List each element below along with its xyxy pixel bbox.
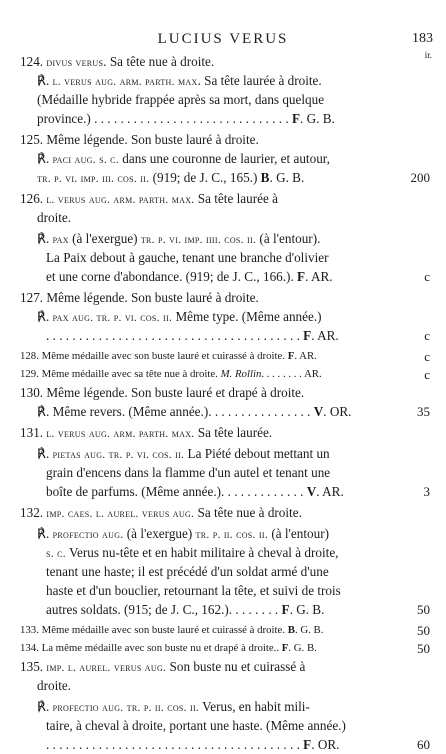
line-text: ℟. xyxy=(37,526,53,541)
line-text: F xyxy=(303,737,312,752)
line-text: F xyxy=(281,602,290,617)
line-text: La Paix debout à gauche, tenant une branche d'olivier xyxy=(46,250,329,265)
line-text: La Piété debout mettant un xyxy=(184,446,330,461)
line-text: (à l'entour). xyxy=(256,231,321,246)
line-text: taire, à cheval à droite, portant une haste. (Même année.) xyxy=(46,718,346,733)
line-text: province.) . . . . . . . . . . . . . . . . . . . . . . . . . . . . . . xyxy=(37,111,292,126)
line-text: 129. Même médaille avec sa tête nue à droite. xyxy=(20,368,221,380)
catalog-line xyxy=(20,365,322,384)
line-text: et une corne d'abondance. (919; de J. C., 166.). xyxy=(46,269,298,284)
rarity-value: c xyxy=(424,328,430,343)
page-number: 183 xyxy=(412,31,433,46)
line-text: tr. p. ii. cos. ii. xyxy=(195,529,269,541)
line-text: . G. B. xyxy=(294,624,324,636)
line-text: . G. B. xyxy=(269,170,305,185)
line-text: . OR. xyxy=(311,737,340,752)
line-text: B xyxy=(287,624,295,636)
line-text: ℟. xyxy=(37,151,53,166)
line-text: 131. xyxy=(20,425,47,440)
catalog-line xyxy=(37,90,324,109)
line-text: grain d'encens dans la flamme d'un autel et tenant une xyxy=(46,465,331,480)
catalog-line xyxy=(46,735,339,754)
catalog-line xyxy=(46,716,346,735)
line-text: Son buste nu et cuirassé à xyxy=(166,659,306,674)
catalog-line xyxy=(46,562,329,581)
catalog-line xyxy=(46,600,324,619)
catalog-line xyxy=(46,581,341,600)
line-text: ℟. xyxy=(37,446,53,461)
line-text: ℟. xyxy=(37,231,53,246)
line-text: droite. xyxy=(37,678,72,693)
catalog-line xyxy=(20,52,214,71)
line-text: . . . . . . . . . . . . . . . . . . . . . . . . . . . . . . . . . . . . . . . xyxy=(46,328,304,343)
rarity-value: c xyxy=(424,269,430,284)
catalog-line xyxy=(20,288,259,307)
catalog-line xyxy=(20,423,272,442)
line-text: pax xyxy=(52,234,69,246)
rarity-value: 200 xyxy=(410,170,430,185)
line-text: V xyxy=(313,404,324,419)
rarity-value: 50 xyxy=(417,602,430,617)
catalog-line xyxy=(20,347,317,366)
signature-mark: ir. xyxy=(424,50,432,60)
line-text: M. Rollin xyxy=(220,368,262,380)
catalog-line xyxy=(46,267,333,286)
catalog-line xyxy=(37,208,71,227)
line-text: F xyxy=(297,269,306,284)
line-text: 127. Même légende. Son buste lauré à droite. xyxy=(20,290,259,305)
rarity-value: 50 xyxy=(417,641,430,656)
catalog-line xyxy=(37,71,322,90)
rarity-value: 3 xyxy=(423,484,430,499)
line-text: paci aug. s. c. xyxy=(52,154,119,166)
rarity-value: c xyxy=(424,349,430,364)
catalog-line xyxy=(37,229,320,248)
line-text: autres soldats. (915; de J. C., 162.). . . . . . . . xyxy=(46,602,282,617)
line-text: F xyxy=(281,642,289,654)
catalog-line xyxy=(20,639,317,658)
line-text: tr. p. vi. imp. iiii. cos. ii. xyxy=(140,234,257,246)
line-text: ℟. xyxy=(37,73,53,88)
catalog-line xyxy=(46,543,338,562)
line-text: F xyxy=(291,111,300,126)
line-text: V xyxy=(306,484,317,499)
line-text: (à l'entour) xyxy=(268,526,329,541)
rarity-value: 35 xyxy=(417,404,430,419)
line-text: . AR. xyxy=(316,484,344,499)
line-text: pax aug. tr. p. vi. cos. ii. xyxy=(52,312,173,324)
line-text: 125. Même légende. Son buste lauré à droite. xyxy=(20,132,259,147)
catalog-line xyxy=(37,307,322,326)
line-text: Verus nu-tête et en habit militaire à cheval à droite, xyxy=(65,545,339,560)
line-text: (à l'exergue) xyxy=(123,526,196,541)
line-text: tenant une haste; il est précédé d'un soldat armé d'une xyxy=(46,564,329,579)
catalog-line xyxy=(20,189,278,208)
line-text: haste et d'un bouclier, retournant la tête, et suivi de trois xyxy=(46,583,341,598)
line-text: 134. La même médaille avec son buste nu et drapé à droite.. xyxy=(20,642,282,654)
line-text: . OR. xyxy=(323,404,352,419)
line-text: Sa tête laurée. xyxy=(194,425,273,440)
line-text: 124. xyxy=(20,54,47,69)
line-text: . AR. xyxy=(311,328,339,343)
line-text: l. verus aug. arm. parth. max. xyxy=(46,428,195,440)
line-text: (919; de J. C., 165.) xyxy=(149,170,261,185)
line-text: pietas aug. tr. p. vi. cos. ii. xyxy=(52,449,185,461)
catalog-line xyxy=(37,676,71,695)
line-text: l. verus aug. arm. parth. max xyxy=(52,76,198,88)
line-text: profectio aug. xyxy=(52,529,124,541)
page-title: LUCIUS VERUS xyxy=(157,31,289,47)
line-text: 130. Même légende. Son buste lauré et drapé à droite. xyxy=(20,385,305,400)
catalog-line xyxy=(37,444,330,463)
line-text: . G. B. xyxy=(289,602,325,617)
line-text: 126. xyxy=(20,191,47,206)
catalog-line xyxy=(46,248,329,267)
line-text: ℟. Même revers. (Même année.). . . . . . . . . . . . . . . . xyxy=(37,404,314,419)
line-text: 133. Même médaille avec son buste lauré et cuirassé à droite. xyxy=(20,624,288,636)
rarity-value: 60 xyxy=(417,737,430,752)
line-text: Verus, en habit mili- xyxy=(199,699,310,714)
catalog-line xyxy=(46,482,344,501)
line-text: . G. B. xyxy=(288,642,317,654)
catalog-line xyxy=(37,168,304,187)
line-text: Sa tête laurée à xyxy=(194,191,278,206)
rarity-value: 50 xyxy=(417,623,430,638)
line-text: F xyxy=(287,350,295,362)
line-text: droite. xyxy=(37,210,72,225)
line-text: profectio aug. tr. p. ii. cos. ii. xyxy=(52,702,200,714)
line-text: Sa tête nue à droite. xyxy=(194,505,302,520)
line-text: . Sa tête laurée à droite. xyxy=(197,73,322,88)
catalog-line xyxy=(20,130,259,149)
line-text: ℟. xyxy=(37,699,53,714)
line-text: . AR. xyxy=(305,269,333,284)
line-text: 135. xyxy=(20,659,47,674)
catalog-line xyxy=(46,463,330,482)
line-text: 128. Même médaille avec son buste lauré et cuirassé à droite. xyxy=(20,350,288,362)
line-text: F xyxy=(303,328,312,343)
rarity-value: c xyxy=(424,367,430,382)
line-text: B xyxy=(260,170,270,185)
catalog-line xyxy=(37,402,351,421)
line-text: tr. p. vi. imp. iii. cos. ii. xyxy=(37,173,150,185)
line-text: ℟. xyxy=(37,309,53,324)
line-text: . . . . . . . . . . . . . . . . . . . . . . . . . . . . . . . . . . . . . . . xyxy=(46,737,304,752)
catalog-line xyxy=(37,697,310,716)
line-text: (Médaille hybride frappée après sa mort, dans quelque xyxy=(37,92,325,107)
catalog-line xyxy=(20,503,302,522)
line-text: l. verus aug. arm. parth. max. xyxy=(46,194,195,206)
line-text: dans une couronne de laurier, et autour, xyxy=(118,151,330,166)
line-text: . Sa tête nue à droite. xyxy=(103,54,215,69)
line-text: Même type. (Même année.) xyxy=(172,309,322,324)
line-text: divus verus xyxy=(46,57,104,69)
catalog-line xyxy=(46,326,339,345)
catalog-line xyxy=(20,657,305,676)
catalog-line xyxy=(37,524,329,543)
catalog-line xyxy=(20,621,323,640)
catalog-line xyxy=(20,383,304,402)
line-text: s. c. xyxy=(46,548,66,560)
catalog-line xyxy=(37,149,330,168)
line-text: (à l'exergue) xyxy=(68,231,141,246)
line-text: imp. caes. l. aurel. verus aug. xyxy=(46,508,195,520)
line-text: boîte de parfums. (Même année.). . . . . . . . . . . . . xyxy=(46,484,307,499)
line-text: 132. xyxy=(20,505,47,520)
catalog-line xyxy=(37,109,335,128)
line-text: imp. l. aurel. verus aug. xyxy=(46,662,167,674)
line-text: . . . . . . . . AR. xyxy=(261,368,322,380)
line-text: . G. B. xyxy=(300,111,335,126)
line-text: . AR. xyxy=(294,350,317,362)
